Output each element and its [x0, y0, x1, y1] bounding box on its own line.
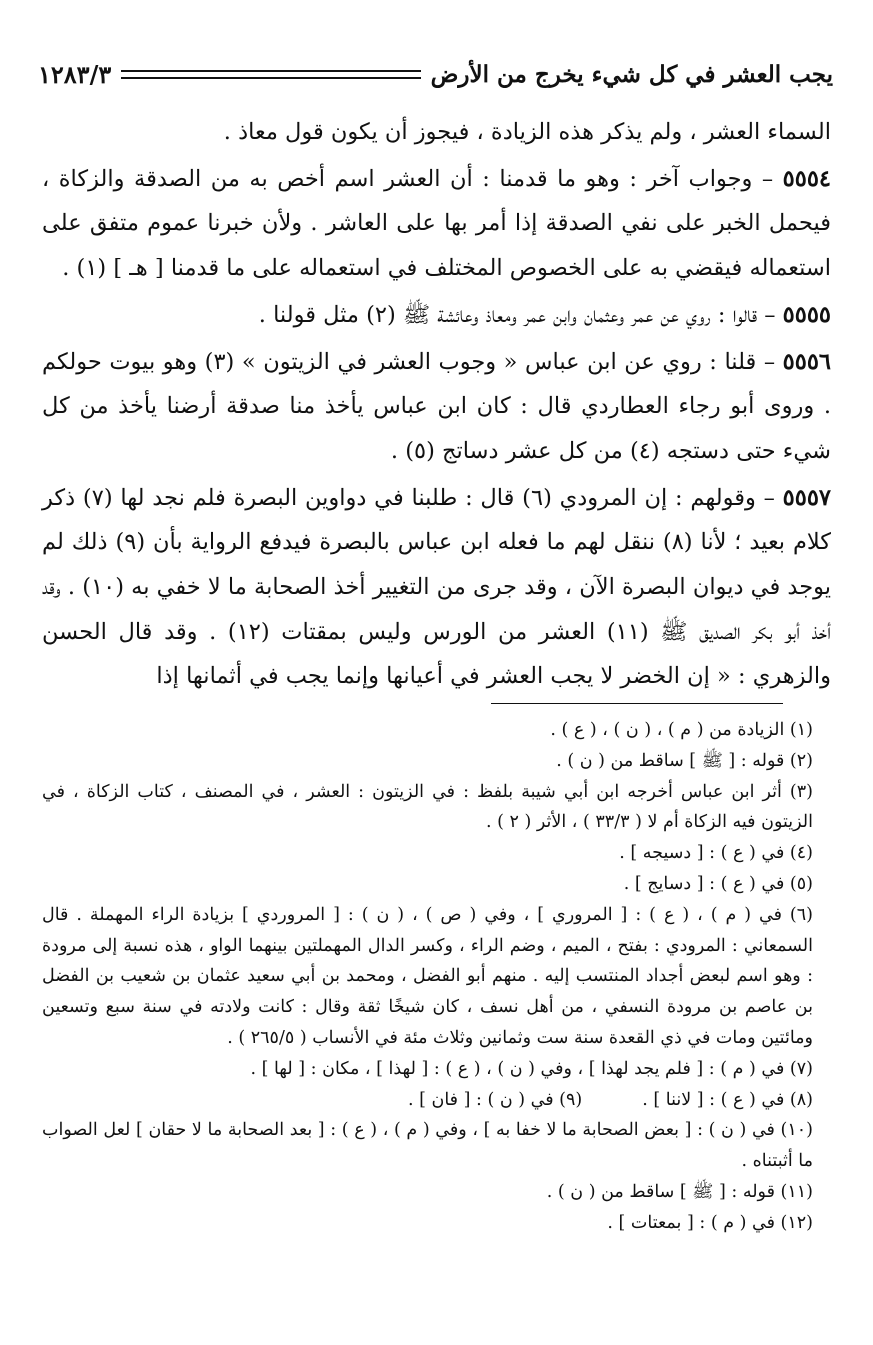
footnote-11: (١١) قوله : [ ﷺ ] ساقط من ( ن ) . — [546, 1181, 813, 1202]
header-double-rule — [121, 70, 420, 79]
chapter-title: يجب العشر في كل شيء يخرج من الأرض — [430, 60, 833, 88]
footnote-7: (٧) في ( م ) : [ فلم يجد لهذا ] ، وفي ( ن ) ، ( ع ) : [ لهذا ] ، مكان : [ لها ] . — [250, 1058, 813, 1079]
paragraph-5556 — [42, 340, 831, 474]
footnote-2: (٢) قوله : [ ﷺ ] ساقط من ( ن ) . — [556, 750, 813, 771]
paragraph-5557 — [42, 476, 831, 700]
paragraph-number: ٥٥٥٤ — [782, 165, 831, 192]
footnotes — [42, 715, 813, 1239]
footnote-8: (٨) في ( ع ) : [ لاننا ] . — [642, 1089, 813, 1110]
paragraph-text: – وجواب آخر : وهو ما قدمنا : أن العشر اسم أخص به من الصدقة والزكاة ، فيحمل الخبر على نفي الصدقة إذا أمر بها على العاشر . ولأن خبرنا عموم متفق على استعماله فيقضي به على الخصوص المختلف في استعماله على ما قدمنا [ هـ ] (١) . — [42, 165, 831, 282]
footnote-6: (٦) في ( م ) ، ( ع ) : [ المروري ] ، وفي ( ص ) ، ( ن ) : [ المروردي ] بزيادة الراء المهملة . قال السمعاني : المرودي : بفتح ، الميم ، وضم الراء ، وكسر الدال المهملتين بينهما الواو ، هذه نسبة إلى مرودة : وهو اسم لبعض أجداد المنتسب إليه . منهم أبو الفضل ، ومحمد بن أبي سعيد عثمان بن شعيب بن الفضل بن عاصم بن مرودة النسفي ، من أهل نسف ، كان شيخًا ثقة وقال : كانت ولادته في سنة سبع وتسعين ومائتين ومات في ذي القعدة سنة ست وثمانين وثلاث مئة في الأنساب ( ٢٦٥/٥ ) . — [42, 904, 813, 1048]
paragraph-number: ٥٥٥٧ — [782, 484, 831, 511]
running-header — [38, 52, 833, 96]
footnote-10: (١٠) في ( ن ) : [ بعض الصحابة ما لا خفا به ] ، وفي ( م ) ، ( ع ) : [ بعد الصحابة ما لا حقان ] لعل الصواب ما أثبتناه . — [42, 1120, 813, 1172]
main-text — [42, 110, 831, 699]
paragraph-text: – قلنا : روي عن ابن عباس « وجوب العشر في الزيتون » (٣) وهو بيوت حولكم . وروى أبو رجاء العطاردي قال : كان ابن عباس يأخذ منا صدقة أرضنا يأخذ من كل شيء حتى دستجه (٤) من كل عشر دساتج (٥) . — [42, 348, 831, 464]
footnote-5: (٥) في ( ع ) : [ دسايج ] . — [623, 873, 813, 894]
footnote-9: (٩) في ( ن ) : [ فان ] . — [407, 1089, 583, 1110]
footnote-3: (٣) أثر ابن عباس أخرجه ابن أبي شيبة بلفظ : في الزيتون : العشر ، في المصنف ، كتاب الزكاة ، في الزيتون فيه الزكاة أم لا ( ٣٣/٣ ) ، الأثر ( ٢ ) . — [42, 781, 813, 833]
paragraph-number: ٥٥٥٦ — [782, 348, 832, 375]
footnote-4: (٤) في ( ع ) : [ دسيجه ] . — [619, 843, 813, 864]
paragraph-text: السماء العشر ، ولم يذكر هذه الزيادة ، فيجوز أن يكون قول معاذ . — [223, 119, 831, 145]
paragraph-5555 — [42, 293, 831, 338]
paragraph-continuation — [42, 110, 831, 155]
footnote-12: (١٢) في ( م ) : [ بمعتات ] . — [607, 1212, 813, 1233]
page-number: ١٢٨٣/٣ — [38, 59, 112, 89]
paragraph-5554 — [42, 157, 831, 291]
paragraph-number: ٥٥٥٥ — [782, 301, 831, 328]
paragraph-text: – قالوا : روي عن عمر وعثمان وابن عمر ومعاذ وعائشة ﷺ (٢) مثل قولنا . — [258, 301, 783, 328]
footnote-divider — [491, 703, 783, 704]
footnote-row-8-9 — [42, 1085, 813, 1116]
footnote-1: (١) الزيادة من ( م ) ، ( ن ) ، ( ع ) . — [550, 720, 813, 740]
paragraph-text: – وقولهم : إن المرودي (٦) قال : طلبنا في دواوين البصرة فلم نجد لها (٧) ذكر كلام بعيد ؛ لأنا (٨) ننقل لهم ما فعله ابن عباس بالبصرة فيدفع الرواية بأن (٩) ذلك لم يوجد في ديوان البصرة الآن ، وقد جرى من التغيير أخذ الصحابة ما لا خفي به (١٠) . وقد أخذ أبو بكر الصديق ﷺ (١١) العشر من الورس وليس بمقتات (١٢) . وقد قال الحسن والزهري : « إن الخضر لا يجب العشر في أعيانها وإنما يجب في أثمانها إذا — [42, 484, 832, 690]
